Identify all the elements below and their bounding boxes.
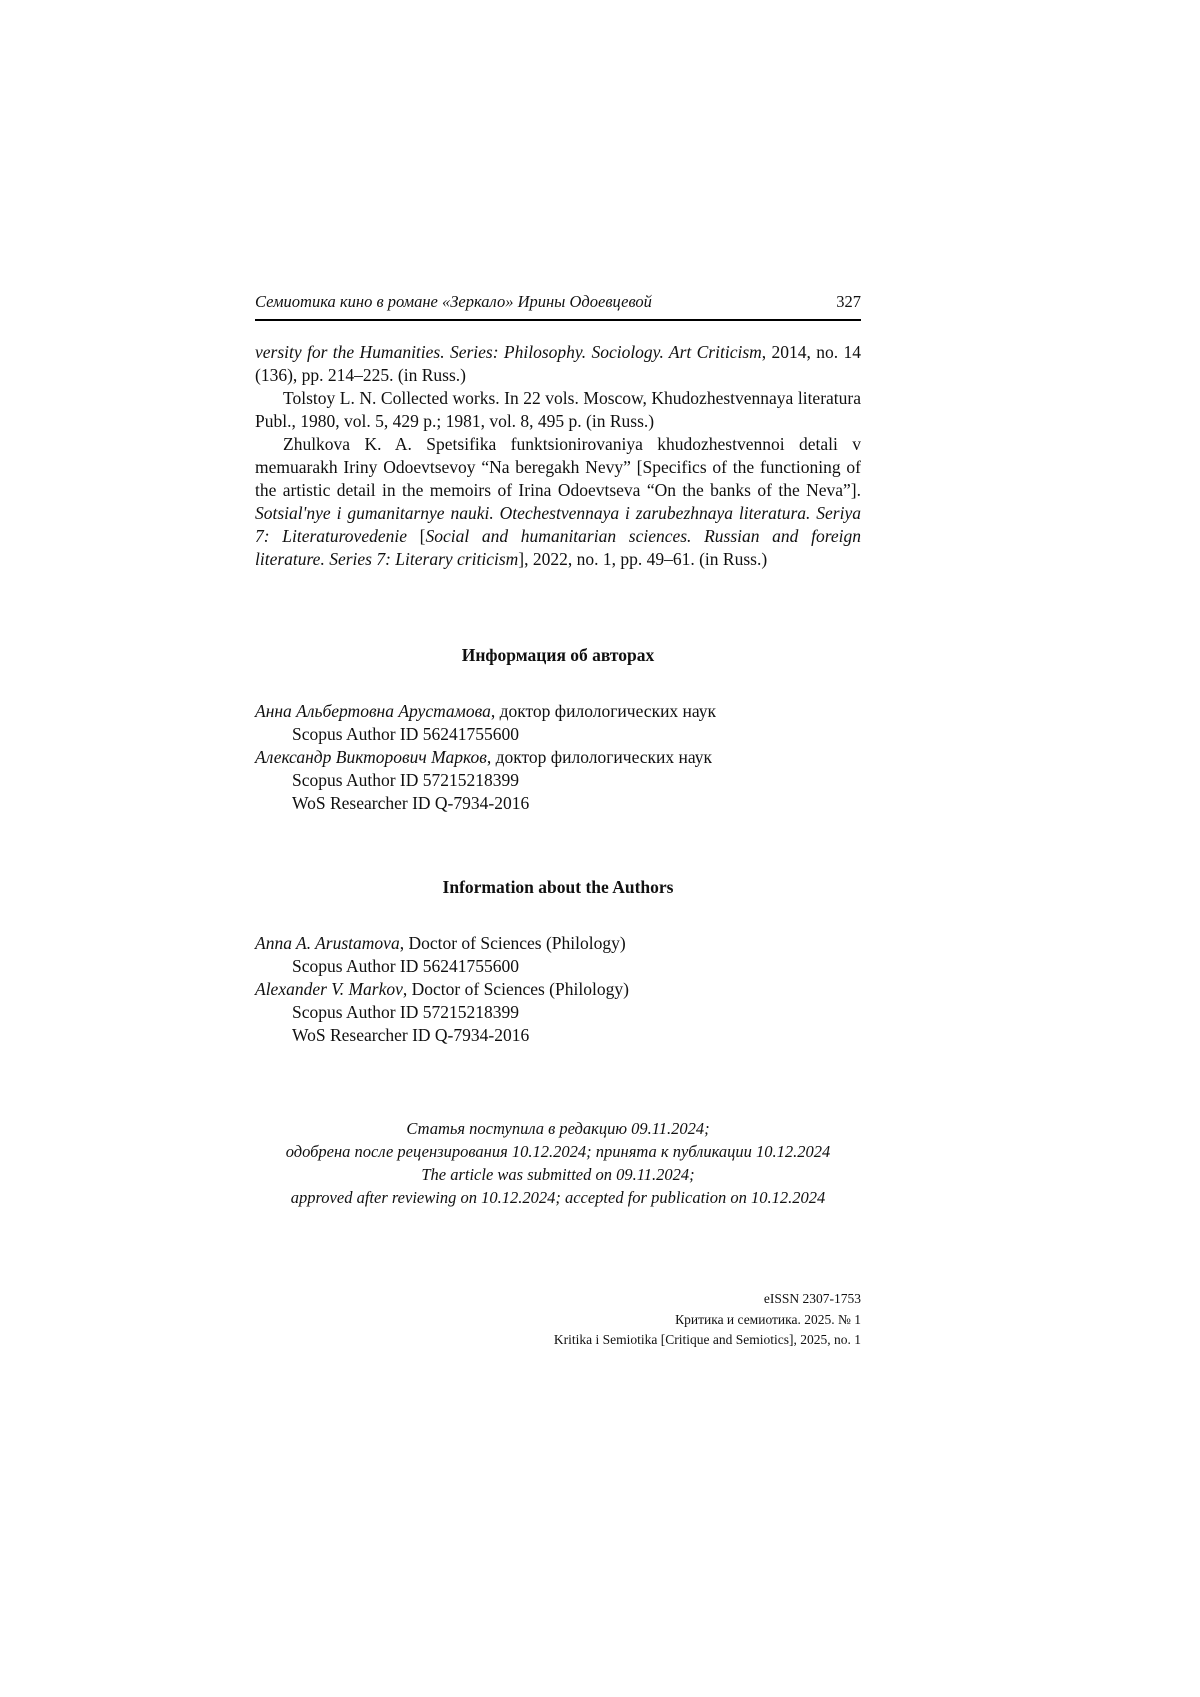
section-heading-authors-en: Information about the Authors [442, 877, 674, 897]
author-name: Anna A. Arustamova [255, 933, 400, 953]
author-name: Анна Альбертовна Арустамова [255, 701, 491, 721]
reference-text: Zhulkova K. A. Spetsifika funktsionirovaniya khudozhestvennoi detali v memuarakh Iriny Odoevtsevoy “Na beregakh Nevy” [Specifics of the functioning of the artistic detail in the memoirs of Irina Odoevtseva “On the banks of the Neva”]. [255, 434, 861, 500]
reference-entry: Tolstoy L. N. Collected works. In 22 vols. Moscow, Khudozhestvennaya literatura Publ., 1980, vol. 5, 429 p.; 1981, vol. 8, 495 p. (in Russ.) [255, 388, 861, 431]
page-number: 327 [836, 292, 861, 311]
references-section [255, 341, 861, 571]
author-scopus-id: Scopus Author ID 57215218399 [292, 1002, 520, 1022]
submission-dates-block [255, 1117, 861, 1209]
author-name: Alexander V. Markov [255, 979, 403, 999]
author-entry [255, 932, 861, 955]
reference-details: , 2014, no. 14 (136), pp. 214–225. (in Russ.) [255, 342, 861, 385]
author-degree: , Doctor of Sciences (Philology) [399, 933, 626, 953]
reference-text: [ [406, 526, 426, 546]
page-content [255, 292, 861, 1351]
journal-imprint [255, 1289, 861, 1351]
submission-line-ru: Статья поступила в редакцию 09.11.2024; [406, 1119, 710, 1138]
authors-info-ru [255, 700, 861, 815]
section-heading-authors-ru: Информация об авторах [461, 645, 655, 665]
eissn: eISSN 2307-1753 [763, 1291, 861, 1306]
submission-line-en: The article was submitted on 09.11.2024; [421, 1165, 695, 1184]
author-scopus-id: Scopus Author ID 56241755600 [292, 956, 520, 976]
author-degree: , доктор филологических наук [486, 747, 713, 767]
author-entry [255, 746, 861, 769]
author-degree: , Doctor of Sciences (Philology) [402, 979, 629, 999]
submission-line-en: approved after reviewing on 10.12.2024; accepted for publication on 10.12.2024 [290, 1188, 826, 1207]
submission-line-ru: одобрена после рецензирования 10.12.2024; принята к публикации 10.12.2024 [285, 1142, 831, 1161]
author-name: Александр Викторович Марков [255, 747, 487, 767]
reference-details: ], 2022, no. 1, pp. 49–61. (in Russ.) [518, 549, 768, 569]
journal-title-ru: Критика и семиотика. 2025. № 1 [675, 1311, 861, 1327]
author-wos-id: WoS Researcher ID Q-7934-2016 [292, 793, 530, 813]
author-scopus-id: Scopus Author ID 57215218399 [292, 770, 520, 790]
author-entry [255, 978, 861, 1001]
author-entry [255, 700, 861, 723]
reference-entry [255, 433, 861, 571]
journal-title-en: Kritika i Semiotika [Critique and Semiotics], 2025, no. 1 [553, 1332, 861, 1347]
author-scopus-id: Scopus Author ID 56241755600 [292, 724, 520, 744]
running-header-title: Семиотика кино в романе «Зеркало» Ирины Одоевцевой [255, 292, 652, 311]
authors-info-en [255, 932, 861, 1047]
reference-source-italic: versity for the Humanities. Series: Philosophy. Sociology. Art Criticism [255, 342, 762, 362]
author-wos-id: WoS Researcher ID Q-7934-2016 [292, 1025, 530, 1045]
author-degree: , доктор филологических наук [490, 701, 717, 721]
running-header [255, 292, 861, 321]
reference-source-italic: Sotsial'nye i gumanitarnye nauki. Otechestvennaya i zarubezhnaya literatura. Seriya 7: Literaturovedenie [255, 503, 861, 546]
reference-entry [255, 341, 861, 387]
reference-translation-italic: Social and humanitarian sciences. Russian and foreign literature. Series 7: Literary criticism [255, 526, 861, 569]
